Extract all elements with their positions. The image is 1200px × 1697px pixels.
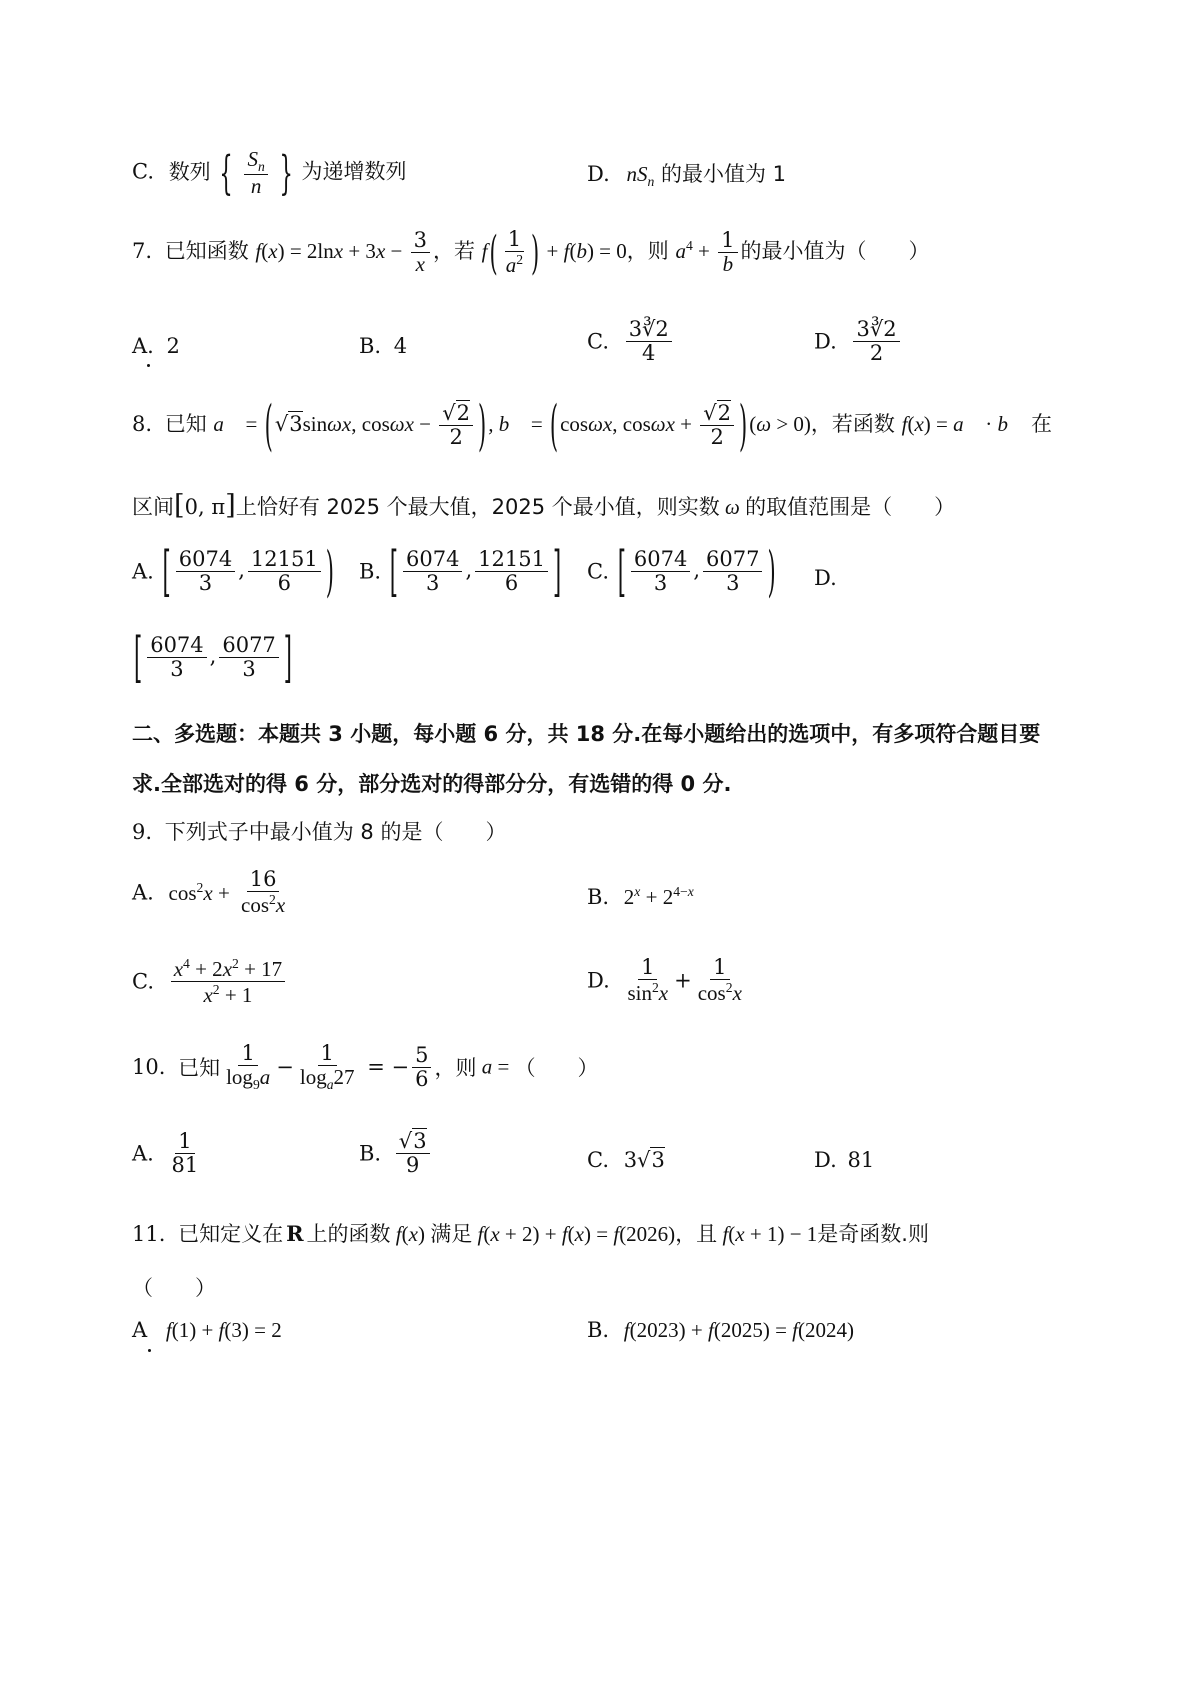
q8-interval: [0, π] <box>174 490 236 521</box>
q11-stem: 11. 已知定义在 R 上的函数 f(x) 满足 f(x + 2) + f(x) = f(2026)，且 f(x + 1) − 1是奇函数.则 <box>132 1221 929 1246</box>
q8-c-hi-den: 3 <box>726 571 740 596</box>
q8-c-label: C. <box>587 559 609 584</box>
q7-b-text: 4 <box>393 334 408 358</box>
q8-d-label: D. <box>814 566 837 590</box>
q10-option-c <box>587 1148 665 1172</box>
q6-d-suffix: 的最小值为 1 <box>660 162 787 186</box>
q8-c-open: [ <box>617 540 626 603</box>
q8-d-close: ] <box>283 626 292 689</box>
q6-option-d <box>587 158 786 190</box>
q10-frac3: $\frac{5}{6}$ <box>412 1044 431 1091</box>
q8-stem-line1: 8. 已知 a⃗ = (√3sinωx, cosωx − $\frac{√2}{2}$ ), b⃗ = (cosωx, cosωx + $\frac{√2}{2}$ )(ω > 0)，若函数 f(x) = a⃗ · b⃗ 在 <box>132 394 1052 457</box>
section2-line1: 二、多选题：本题共 3 小题，每小题 6 分，共 18 分.在每小题给出的选项中，有多项符合题目要 <box>132 722 1041 746</box>
q10-tail: （ ） <box>514 1056 599 1081</box>
q10-stem: 10. 已知 $\frac{1}{\log_9a}$ − $\frac{1}{\log_a27}$ = − $\frac{5}{6}$ ，则 a = （ ） <box>132 1041 599 1093</box>
q9-c-frac: $\frac{x^4 + 2x^2 + 17}{x^2 + 1}$ <box>171 956 286 1007</box>
q6-d-label: D. <box>587 162 610 186</box>
q11-mid3: ，且 <box>675 1222 718 1246</box>
q8-b-hi-num: 12151 <box>475 548 548 572</box>
q7-option-c <box>587 318 675 365</box>
q11-mid2: 满足 <box>430 1222 473 1246</box>
q8-c-close: ) <box>767 540 776 603</box>
q6-d-sub: n <box>647 174 655 190</box>
q9-a-frac: $\frac{16}{\cos^2x}$ <box>241 867 286 918</box>
q9-d-frac2: $\frac{1}{\cos^2x}$ <box>697 955 742 1006</box>
q6-c-frac <box>244 148 267 198</box>
q6-c-prefix: 数列 <box>168 159 211 184</box>
q9-number: 9. <box>132 820 153 844</box>
q10-d-label: D. <box>814 1148 837 1172</box>
q7-d-den: 2 <box>869 341 884 366</box>
q9-option-c <box>132 956 288 1007</box>
q9-option-a: A. $\cos^2x$ + $\frac{16}{\cos^2x}$ <box>132 868 291 917</box>
q6-d-n: n <box>626 162 637 186</box>
q8-frac1: $\frac{√2}{2}$ <box>439 402 473 449</box>
q9-d-frac1: $\frac{1}{\sin^2x}$ <box>627 955 669 1006</box>
q9-option-d: D. $\frac{1}{\sin^2x}$ + $\frac{1}{\cos^2x}$ <box>587 956 748 1005</box>
q11-pre: 已知定义在 <box>178 1222 284 1246</box>
q8-d-hi-num: 6077 <box>219 634 278 658</box>
q8-a-lo-num: 6074 <box>176 548 235 572</box>
q10-a-frac: $\frac{1}{81}$ <box>171 1129 199 1178</box>
q8-a-components: √3sinωx, cosωx − <box>274 412 437 437</box>
q10-pre: 已知 <box>178 1056 221 1081</box>
q8-d-lo-num: 6074 <box>147 634 206 658</box>
q9-b-label: B. <box>587 885 610 909</box>
q7-a-label: A. <box>132 334 154 358</box>
q11-mid1: 上的函数 <box>306 1222 391 1246</box>
q10-option-a <box>132 1130 204 1177</box>
q10-b-frac: $\frac{√3}{9}$ <box>396 1130 430 1177</box>
q10-frac1: $\frac{1}{\log_9a}$ <box>226 1041 271 1093</box>
q8-pre: 已知 <box>164 412 207 437</box>
q7-option-a <box>132 334 180 358</box>
q8-b-hi-den: 6 <box>504 571 519 596</box>
q7-stem: 7. 已知函数 f(x) = 2lnx + 3x − $\frac{3}{x}$ ，若 f( $\frac{1}{a^2}$ ) + f(b) = 0，则 $a^4$ + $\frac{1}{b}$ 的最小值为（ ） <box>132 226 930 279</box>
q7-frac-3x: $\frac{3}{x}$ <box>411 229 430 276</box>
q10-a-label: A. <box>132 1141 154 1166</box>
q8-b-lo-num: 6074 <box>403 548 462 572</box>
q8-b-label: B. <box>359 559 382 584</box>
q7-pre: 已知函数 <box>164 239 249 264</box>
q8-d-hi-den: 3 <box>242 657 256 682</box>
q9-a-label: A. <box>132 880 154 905</box>
q6-c-den: n <box>250 174 262 199</box>
q11-option-b: B. f(2023) + f(2025) = f(2024) <box>587 1318 855 1342</box>
q7-number: 7. <box>132 239 153 264</box>
q11-a-dot <box>148 1349 151 1352</box>
section2-line2: 求.全部选对的得 6 分，部分选对的得部分分，有选错的得 0 分. <box>132 772 732 796</box>
q10-c-label: C. <box>587 1148 609 1172</box>
q7-mid: ，若 <box>432 239 475 264</box>
q7-post: ，则 <box>626 239 669 264</box>
q7-d-num: 3∛2 <box>853 318 899 342</box>
q6-d-s: S <box>636 162 648 186</box>
q11-set-r: R <box>286 1221 304 1246</box>
q8-option-d: [ $\frac{6074}{3}$ , $\frac{6077}{3}$ ] <box>134 626 292 689</box>
q8-b-components: cosωx, cosωx + <box>560 412 698 437</box>
q7-b-label: B. <box>359 334 382 358</box>
q8-line2c: 的取值范围是（ ） <box>745 495 956 519</box>
q7-target: $a^4$ + <box>675 238 716 264</box>
q8-fx: f(x) = a⃗ · b⃗ <box>901 412 1025 437</box>
q10-option-d <box>814 1148 874 1172</box>
q8-tail: ，若函数 <box>810 412 895 437</box>
q9-text: 下列式子中最小值为 8 的是（ ） <box>164 820 507 844</box>
q7-c-label: C. <box>587 329 609 354</box>
q10-frac2: $\frac{1}{\log_a27}$ <box>299 1041 355 1093</box>
q11-b-label: B. <box>587 1318 610 1342</box>
q7-c-den: 4 <box>642 341 656 366</box>
q6-c-num-sub: n <box>257 159 265 175</box>
q8-option-c: C. [ $\frac{6074}{3}$ , $\frac{6077}{3}$ ) <box>587 540 776 603</box>
q8-frac2: $\frac{√2}{2}$ <box>700 402 734 449</box>
q8-c-lo-num: 6074 <box>631 548 690 572</box>
q8-b-open: [ <box>389 540 398 603</box>
q8-a-close: ) <box>325 540 334 603</box>
q6-c-num: S <box>247 147 258 171</box>
q11-option-a: A f(1) + f(3) = 2 <box>132 1318 282 1342</box>
q11-mid4: 是奇函数.则 <box>817 1222 929 1246</box>
q10-b-label: B. <box>359 1141 382 1166</box>
q7-option-b <box>359 334 407 358</box>
q7-func: f(x) = 2lnx + 3x − <box>255 239 408 264</box>
q10-d-text: 81 <box>847 1148 875 1172</box>
q7-a-text: 2 <box>166 334 180 358</box>
q8-a-hi-den: 6 <box>277 571 291 596</box>
q6-c-suffix: 为递增数列 <box>301 159 407 184</box>
q10-number: 10. <box>132 1055 166 1080</box>
q7-a-dot <box>147 364 150 367</box>
q6-option-c <box>132 148 407 198</box>
q7-option-d <box>814 318 903 365</box>
q8-d-open: [ <box>134 626 143 689</box>
q7-d-label: D. <box>814 329 837 354</box>
q7-tail: 的最小值为（ ） <box>740 239 930 264</box>
q6-c-brace-right: } <box>279 146 293 200</box>
q8-stem-line2: 区间[0, π]上恰好有 2025 个最大值，2025 个最小值，则实数 ω 的取值范围是（ ） <box>132 490 956 521</box>
q8-option-a: A. [ $\frac{6074}{3}$ , $\frac{12151}{6}$ ) <box>132 540 334 603</box>
q9-stem <box>132 816 506 846</box>
q10-option-b <box>359 1130 433 1177</box>
q8-b-lo-den: 3 <box>426 571 440 596</box>
q8-a-hi-num: 12151 <box>248 548 321 572</box>
q8-tail2: 在 <box>1030 412 1052 437</box>
q11-paren: （ ） <box>132 1276 216 1300</box>
q8-b-close: ] <box>552 540 562 603</box>
q11-a-label: A <box>132 1318 148 1342</box>
q6-c-brace-left: { <box>219 146 233 200</box>
q6-c-label: C. <box>132 159 154 184</box>
q8-c-hi-num: 6077 <box>703 548 762 572</box>
q7-frac-b: $\frac{1}{b}$ <box>718 229 737 276</box>
q9-option-b: B. $2^x + 2^{4-x}$ <box>587 884 694 909</box>
q8-vec-a: a⃗ = <box>213 412 263 437</box>
q8-d-lo-den: 3 <box>170 657 184 682</box>
q7-cond: f <box>481 239 488 264</box>
q8-number: 8. <box>132 412 153 437</box>
q9-d-label: D. <box>587 968 610 993</box>
q8-a-open: [ <box>162 540 171 603</box>
q10-post: ，则 <box>434 1056 477 1081</box>
q10-c-value: 3√3 <box>623 1148 665 1172</box>
q9-c-label: C. <box>132 969 154 994</box>
q8-c-lo-den: 3 <box>653 571 668 596</box>
q8-line2b: 上恰好有 2025 个最大值，2025 个最小值，则实数 <box>235 495 720 519</box>
q8-option-b: B. [ $\frac{6074}{3}$ , $\frac{12151}{6}$ ] <box>359 540 562 603</box>
q8-option-d-label <box>814 566 837 590</box>
q11-number: 11. <box>132 1222 166 1246</box>
q7-c-num: 3∛2 <box>626 318 672 342</box>
q8-a-label: A. <box>132 559 154 584</box>
q8-line2a: 区间 <box>132 495 174 519</box>
q8-a-lo-den: 3 <box>198 571 213 596</box>
q7-frac-a2: $\frac{1}{a^2}$ <box>505 227 524 278</box>
